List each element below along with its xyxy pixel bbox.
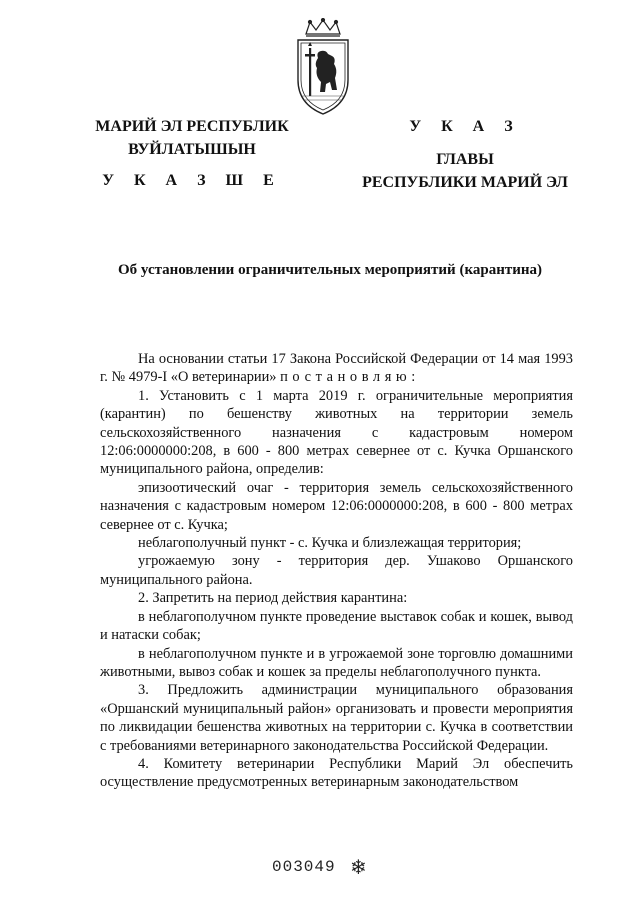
paragraph-item-2: 2. Запретить на период действия карантина: [138, 590, 408, 607]
paragraph-item-3: 3. Предложить администрации муниципального образования «Оршанский муниципальный район» организовать и провести мероприятия по ликвидации бешенства животных на территории с. Кучка в соответствии с требованиями ветеринарного законодательства Российской Федерации. [100, 682, 573, 754]
paragraph-item-4: 4. Комитету ветеринарии Республики Марий Эл обеспечить осуществление предусмотренных ветеринарным законодательством [100, 755, 573, 791]
paragraph-threatened-zone: угрожаемую зону - территория дер. Ушаково Оршанского муниципального района. [100, 553, 573, 588]
paragraph-item-1: 1. Установить с 1 марта 2019 г. ограничительные мероприятия (карантин) по бешенству животных на территории земель сельскохозяйственного назначения с кадастровым номером 12:06:0000000:208, в 600 - 800 метрах севернее от с. Кучка Оршанского муниципального района, определив: [100, 387, 573, 478]
paragraph-preamble: На основании статьи 17 Закона Российской Федерации от 14 мая 1993 г. № 4979-I «О ветеринарии» постановляю: [100, 351, 573, 386]
header-left-line2: ВУЙЛАТЫШЫН [128, 141, 256, 158]
header-right-title: У К А З [409, 118, 521, 135]
decree-title: Об установлении ограничительных мероприятий (карантина) [117, 262, 542, 278]
header-left-title: У К А З Ш Е [102, 172, 282, 189]
paragraph-ban-trade: в неблагополучном пункте и в угрожаемой зоне торговлю домашними животными, вывоз собак и кошек за пределы неблагополучного пункта. [100, 645, 573, 680]
paragraph-epizootic-focus: эпизоотический очаг - территория земель сельскохозяйственного назначения с кадастровым номером 12:06:0000000:208, в 600 - 800 метрах севернее от с. Кучка; [100, 479, 573, 533]
paragraph-unfavorable-point: неблагополучный пункт - с. Кучка и близлежащая территория; [138, 535, 522, 552]
paragraph-ban-exhibitions: в неблагополучном пункте проведение выставок собак и кошек, вывод и натаски собак; [100, 608, 573, 644]
postanovlyayu: постановляю: [280, 369, 420, 386]
header-right-line1: ГЛАВЫ [436, 151, 494, 168]
header-left-line1: МАРИЙ ЭЛ РЕСПУБЛИК [95, 118, 289, 135]
header-right-line2: РЕСПУБЛИКИ МАРИЙ ЭЛ [362, 174, 568, 191]
serial-number: 003049 [272, 858, 336, 876]
decree-body [100, 350, 573, 792]
header-right-russian [355, 115, 575, 194]
coat-of-arms-emblem [288, 18, 358, 118]
header-left-mari [92, 115, 292, 192]
snowflake-icon: ❄ [350, 855, 367, 879]
